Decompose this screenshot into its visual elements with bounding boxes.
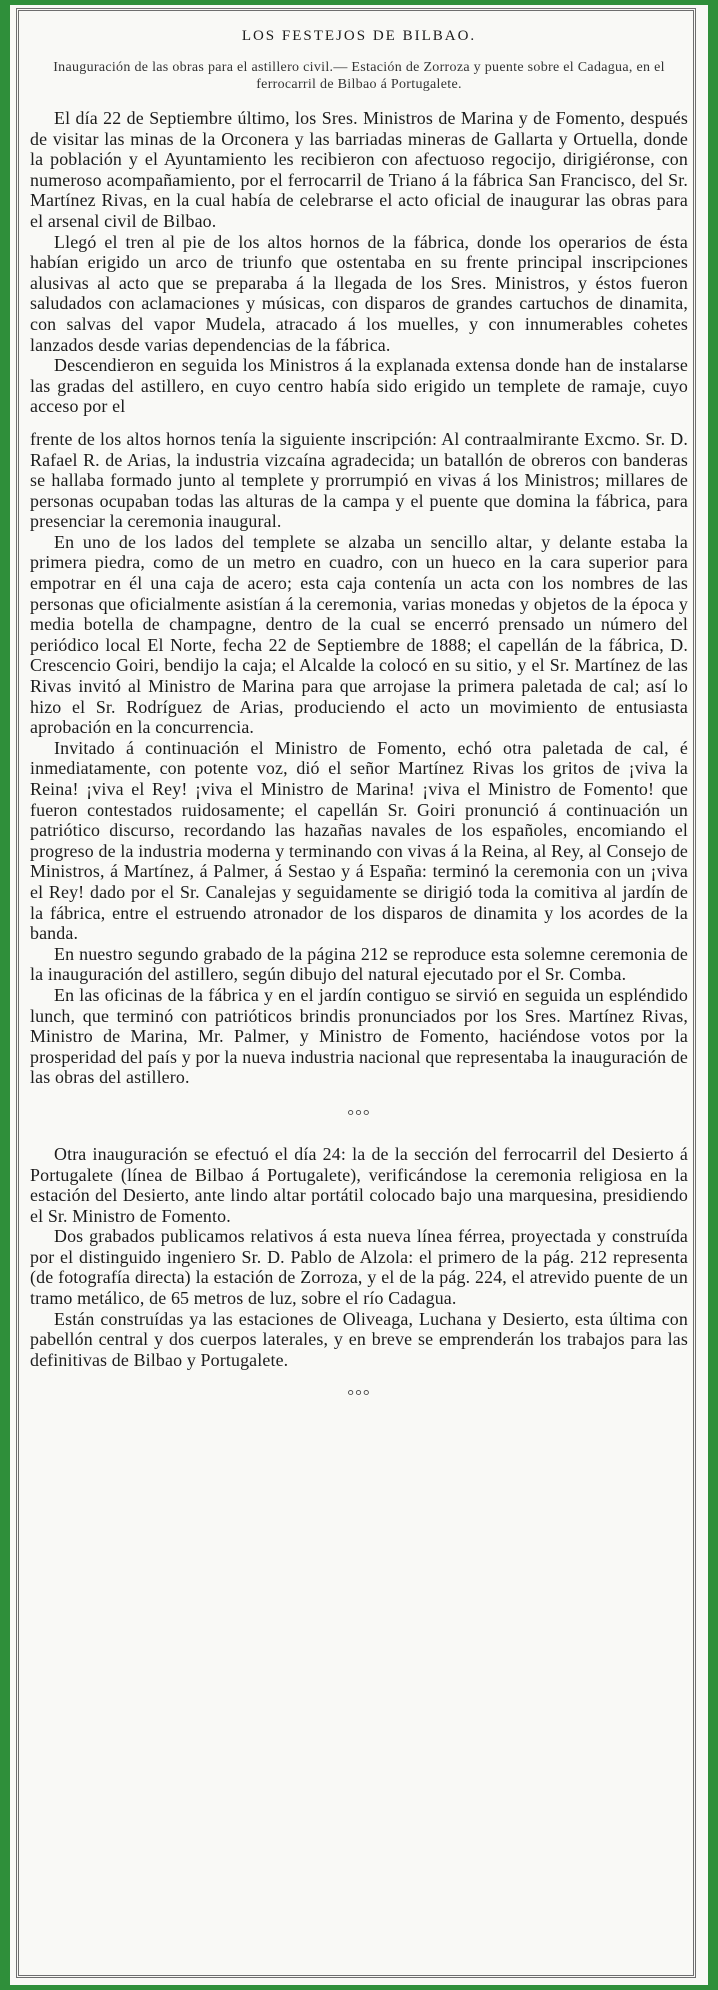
article-portugalete-body xyxy=(30,1144,688,1371)
article-bilbao-body xyxy=(30,108,688,1088)
paragraph: El día 22 de Septiembre último, los Sres. Ministros de Marina y de Fomento, después de visitar las minas de la Orconera y las barriadas mineras de Gallarta y Ortuella, donde la población y el Ayuntamiento les recibieron con afectuoso regocijo, dirigiéronse, con numeroso acompañamiento, por el ferrocarril de Triano á la fábrica San Francisco, del Sr. Martínez Rivas, en la cual había de celebrarse el acto oficial de inaugurar las obras para el arsenal civil de Bilbao. xyxy=(30,108,688,231)
paragraph: Descendieron en seguida los Ministros á la explanada extensa donde han de instalarse las gradas del astillero, en cuyo centro había sido erigido un templete de ramaje, cuyo acceso por el xyxy=(30,355,688,417)
paragraph: Otra inauguración se efectuó el día 24: la de la sección del ferrocarril del Desierto á Portugalete (línea de Bilbao á Portugalete), verificándose la ceremonia religiosa en la estación del Desierto, ante lindo altar portátil colocado bajo una marquesina, presidiendo el Sr. Ministro de Fomento. xyxy=(30,1143,688,1226)
paragraph: Llegó el tren al pie de los altos hornos de la fábrica, donde los operarios de ésta habían erigido un arco de triunfo que ostentaba en su frente principal inscripciones alusivas al acto que se preparaba á la llegada de los Sres. Ministros, y éstos fueron saludados con aclamaciones y músicas, con disparos de grandes cartuchos de dinamita, con salvas del vapor Mudela, atracado á los muelles, y con innumerables cohetes lanzados desde varias dependencias de la fábrica. xyxy=(30,231,688,355)
paragraph: En las oficinas de la fábrica y en el jardín contiguo se sirvió en seguida un espléndido lunch, que terminó con patrióticos brindis pronunciados por los Sres. Martínez Rivas, Ministro de Marina, Mr. Palmer, y Ministro de Fomento, haciéndose votos por la prosperidad del país y por la nueva industria nacional que representaba la inauguración de las obras del astillero. xyxy=(30,984,688,1088)
article-page xyxy=(30,28,688,1406)
section-ornament: °°° xyxy=(347,1105,371,1125)
end-ornament: °°° xyxy=(347,1386,371,1406)
paragraph: En uno de los lados del templete se alzaba un sencillo altar, y delante estaba la primera piedra, como de un metro en cuadro, con un hueco en la cara superior para empotrar en él una caja de acero; esta caja contenía un acta con los nombres de las personas que oficialmente asistían á la ceremonia, varias monedas y objetos de la época y media botella de champagne, dentro de la cual se encerró prensado un número del periódico local El Norte, fecha 22 de Septiembre de 1888; el capellán de la fábrica, D. Crescencio Goiri, bendijo la caja; el Alcalde la colocó en su sitio, y el Sr. Martínez de las Rivas invitó al Ministro de Marina para que arrojase la primera paletada de cal; así lo hizo el Sr. Rodríguez de Arias, produciendo el acto un movimiento de entusiasta aprobación en la concurrencia. xyxy=(30,531,688,738)
paragraph: Dos grabados publicamos relativos á esta nueva línea férrea, proyectada y construída por el distinguido ingeniero Sr. D. Pablo de Alzola: el primero de la pág. 212 representa (de fotografía directa) la estación de Zorroza, y el de la pág. 224, el atrevido puente de un tramo metálico, de 65 metros de luz, sobre el río Cadagua. xyxy=(30,1226,688,1309)
paragraph: Invitado á continuación el Ministro de Fomento, echó otra paletada de cal, é inmediatamente, con potente voz, dió el señor Martínez Rivas los gritos de ¡viva la Reina! ¡viva el Rey! ¡viva el Ministro de Marina! ¡viva el Ministro de Fomento! que fueron contestados ruidosamente; el capellán Sr. Goiri pronunció á continuación un patriótico discurso, recordando las hazañas navales de los españoles, encomiando el progreso de la industria moderna y terminando con vivas á la Reina, al Rey, al Consejo de Ministros, á Martínez, á Palmer, á Sestao y á España: terminó la ceremonia con un ¡viva el Rey! dado por el Sr. Canalejas y seguidamente se dirigió toda la comitiva al jardín de la fábrica, entre el estruendo atronador de los disparos de dinamita y los acordes de la banda. xyxy=(30,737,688,944)
article-subtitle: Inauguración de las obras para el astillero civil.— Estación de Zorroza y puente sobre el Cadagua, en el ferrocarril de Bilbao á Portugalete. xyxy=(53,60,665,92)
paragraph: En nuestro segundo grabado de la página 212 se reproduce esta solemne ceremonia de la inauguración del astillero, según dibujo del natural ejecutado por el Sr. Comba. xyxy=(30,943,688,985)
paragraph: frente de los altos hornos tenía la siguiente inscripción: Al contraalmirante Excmo. Sr. D. Rafael R. de Arias, la industria vizcaína agradecida; un batallón de obreros con banderas se hallaba formado junto al templete y prorrumpió en vivas á los Ministros; millares de personas ocupaban todas las alturas de la campa y el puente que domina la fábrica, para presenciar la ceremonia inaugural. xyxy=(30,428,688,532)
paragraph: Están construídas ya las estaciones de Oliveaga, Luchana y Desierto, esta última con pabellón central y dos cuerpos laterales, y en breve se emprenderán los trabajos para las definitivas de Bilbao y Portugalete. xyxy=(30,1308,688,1370)
article-title: LOS FESTEJOS DE BILBAO. xyxy=(241,28,477,44)
